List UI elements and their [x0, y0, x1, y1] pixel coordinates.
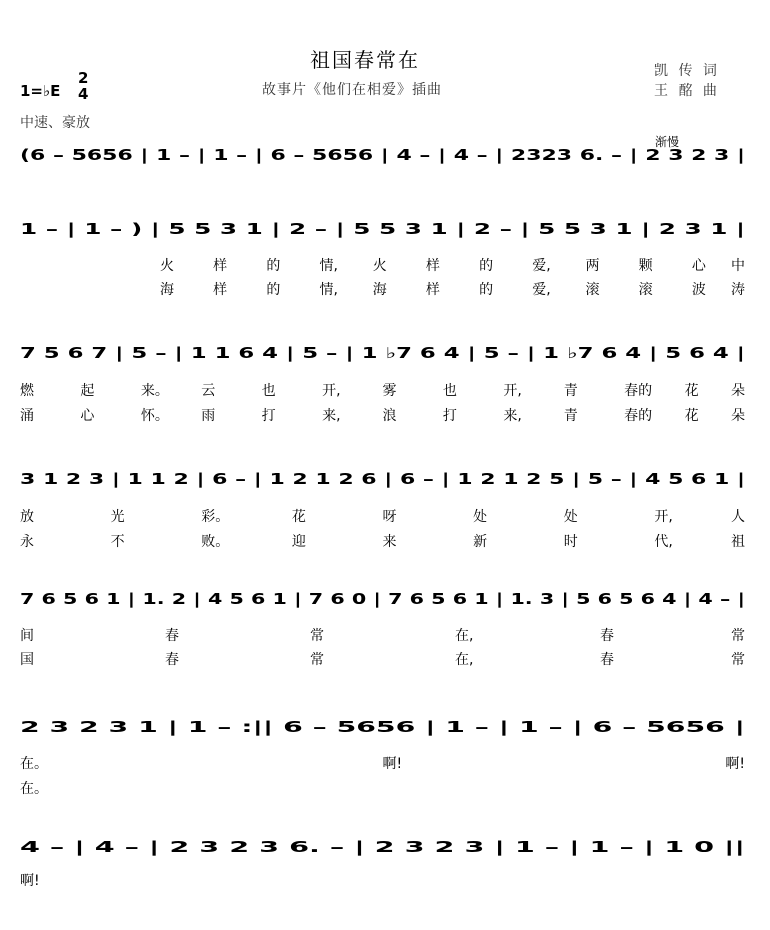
notes-line: 3 1 2 3 | 1 1 2 | 6 – | 1 2 1 2 6 | 6 – | 1 2 1 2 5 | 5 – | 4 5 6 1 | — [20, 470, 515, 488]
lyric-syllable: 涛 — [731, 282, 745, 298]
lyric-syllable: 中 — [731, 258, 745, 274]
lyric-syllable: 春 — [600, 652, 614, 668]
lyric-syllable: 情, — [319, 258, 338, 274]
lyric-syllable: 起 — [80, 383, 95, 399]
lyric-syllable: 花 — [684, 383, 699, 399]
lyric-syllable: 在, — [455, 628, 474, 644]
lyric-syllable: 春的 — [624, 408, 653, 424]
score-row — [20, 460, 745, 550]
lyric-syllable: 雾 — [382, 383, 397, 399]
lyric-syllable: 时 — [563, 534, 578, 550]
lyric-syllable: 滚 — [638, 282, 653, 298]
time-signature-bottom: 4 — [78, 85, 89, 103]
lyric-syllable: 在, — [455, 652, 474, 668]
tempo-change-marking: 渐慢 — [655, 135, 680, 149]
lyric-syllable: 海 — [372, 282, 387, 298]
lyric-syllable: 浪 — [382, 408, 397, 424]
lyric-syllable: 颗 — [638, 258, 653, 274]
lyric-syllable: 波 — [691, 282, 706, 298]
lyric-syllable: 新 — [473, 534, 488, 550]
notes-line: (6 – 5656 | 1 – | 1 – | 6 – 5656 | 4 – | 4 – | 2323 6. – | 2 3 2 3 | — [20, 146, 516, 164]
lyric-syllable: 海 — [160, 282, 174, 298]
lyric-syllable: 祖 — [731, 534, 745, 550]
notes-line: 2 3 2 3 1 | 1 – :|| 6 – 5656 | 1 – | 1 – | 6 – 5656 | — [20, 718, 405, 736]
composer-credit: 王 酩 曲 — [654, 83, 720, 99]
score-row — [20, 334, 745, 424]
lyric-syllable: 样 — [425, 282, 440, 298]
lyric-syllable: 两 — [585, 258, 600, 274]
lyric-syllable: 败。 — [201, 534, 230, 550]
lyric-syllable: 啊! — [382, 756, 403, 772]
lyric-syllable: 国 — [20, 652, 34, 668]
lyric-syllable: 人 — [731, 509, 745, 525]
lyric-syllable: 的 — [266, 282, 281, 298]
score-row — [20, 210, 745, 298]
lyric-syllable: 也 — [442, 383, 457, 399]
lyric-syllable: 花 — [291, 509, 306, 525]
lyric-syllable: 朵 — [731, 383, 745, 399]
lyric-syllable: 来。 — [140, 383, 169, 399]
lyric-syllable: 处 — [473, 509, 488, 525]
score-row — [20, 136, 745, 165]
lyric-syllable: 不 — [110, 534, 125, 550]
lyric-syllable: 也 — [261, 383, 276, 399]
lyric-syllable: 来 — [382, 534, 397, 550]
notes-line: 7 6 5 6 1 | 1. 2 | 4 5 6 1 | 7 6 0 | 7 6 5 6 1 | 1. 3 | 5 6 5 6 4 | 4 – | — [20, 590, 548, 608]
lyric-syllable: 滚 — [585, 282, 600, 298]
time-signature-top: 2 — [78, 69, 89, 87]
lyric-syllable: 的 — [479, 282, 494, 298]
lyric-syllable: 开, — [503, 383, 522, 399]
lyric-syllable: 爱, — [532, 282, 551, 298]
lyric-syllable: 花 — [684, 408, 699, 424]
lyric-syllable: 开, — [654, 509, 673, 525]
lyric-syllable: 来, — [322, 408, 341, 424]
lyric-syllable: 涌 — [20, 408, 34, 424]
lyric-syllable: 云 — [201, 383, 216, 399]
notes-line: 4 – | 4 – | 2 3 2 3 6. – | 2 3 2 3 | 1 – | 1 – | 1 0 || — [20, 838, 400, 856]
lyric-syllable: 朵 — [731, 408, 745, 424]
lyric-syllable: 打 — [261, 408, 276, 424]
tempo-marking: 中速、豪放 — [20, 115, 90, 131]
lyric-syllable: 打 — [442, 408, 457, 424]
lyric-syllable: 春 — [600, 628, 614, 644]
lyric-syllable: 代, — [654, 534, 673, 550]
lyric-syllable: 迎 — [291, 534, 306, 550]
lyric-syllable: 常 — [731, 652, 745, 668]
lyric-syllable: 爱, — [532, 258, 551, 274]
lyric-syllable: 光 — [110, 509, 125, 525]
lyric-syllable: 常 — [310, 628, 324, 644]
lyric-syllable: 春 — [165, 652, 179, 668]
lyric-syllable: 在。 — [20, 781, 48, 797]
lyric-syllable: 火 — [160, 258, 174, 274]
lyric-syllable: 的 — [479, 258, 494, 274]
lyric-syllable: 样 — [213, 282, 228, 298]
lyric-syllable: 雨 — [201, 408, 216, 424]
lyric-syllable: 怀。 — [140, 408, 169, 424]
score-row — [20, 708, 745, 797]
lyricist-credit: 凯 传 词 — [654, 63, 720, 79]
score-row — [20, 580, 745, 668]
lyric-syllable: 处 — [563, 509, 578, 525]
lyric-syllable: 常 — [731, 628, 745, 644]
lyric-syllable: 青 — [563, 408, 578, 424]
lyric-syllable: 心 — [80, 408, 95, 424]
lyric-syllable: 心 — [691, 258, 706, 274]
lyric-syllable: 放 — [20, 509, 34, 525]
notes-line: 1 – | 1 – ) | 5 5 3 1 | 2 – | 5 5 3 1 | 2 – | 5 5 3 1 | 2 3 1 | — [20, 220, 461, 238]
lyric-syllable: 情, — [319, 282, 338, 298]
lyric-syllable: 开, — [322, 383, 341, 399]
lyric-syllable: 彩。 — [201, 509, 230, 525]
lyric-syllable: 来, — [503, 408, 522, 424]
key-signature: 1=♭E — [20, 82, 61, 100]
lyric-syllable: 常 — [310, 652, 324, 668]
lyric-syllable: 呀 — [382, 509, 397, 525]
lyric-syllable: 火 — [372, 258, 387, 274]
lyric-syllable: 啊! — [20, 873, 40, 889]
lyric-syllable: 青 — [563, 383, 578, 399]
lyric-syllable: 样 — [425, 258, 440, 274]
lyric-syllable: 样 — [213, 258, 228, 274]
lyric-syllable: 的 — [266, 258, 281, 274]
lyric-syllable: 间 — [20, 628, 34, 644]
song-subtitle: 故事片《他们在相爱》插曲 — [262, 82, 442, 98]
lyric-syllable: 春 — [165, 628, 179, 644]
lyric-syllable: 啊! — [725, 756, 745, 772]
lyric-syllable: 春的 — [624, 383, 653, 399]
song-title: 祖国春常在 — [310, 48, 420, 72]
score-row — [20, 828, 745, 889]
lyric-syllable: 永 — [20, 534, 34, 550]
lyric-syllable: 燃 — [20, 383, 34, 399]
notes-line: 7 5 6 7 | 5 – | 1 1 6 4 | 5 – | 1 ♭7 6 4 | 5 – | 1 ♭7 6 4 | 5 6 4 | — [20, 344, 498, 362]
lyric-syllable: 在。 — [20, 756, 48, 772]
